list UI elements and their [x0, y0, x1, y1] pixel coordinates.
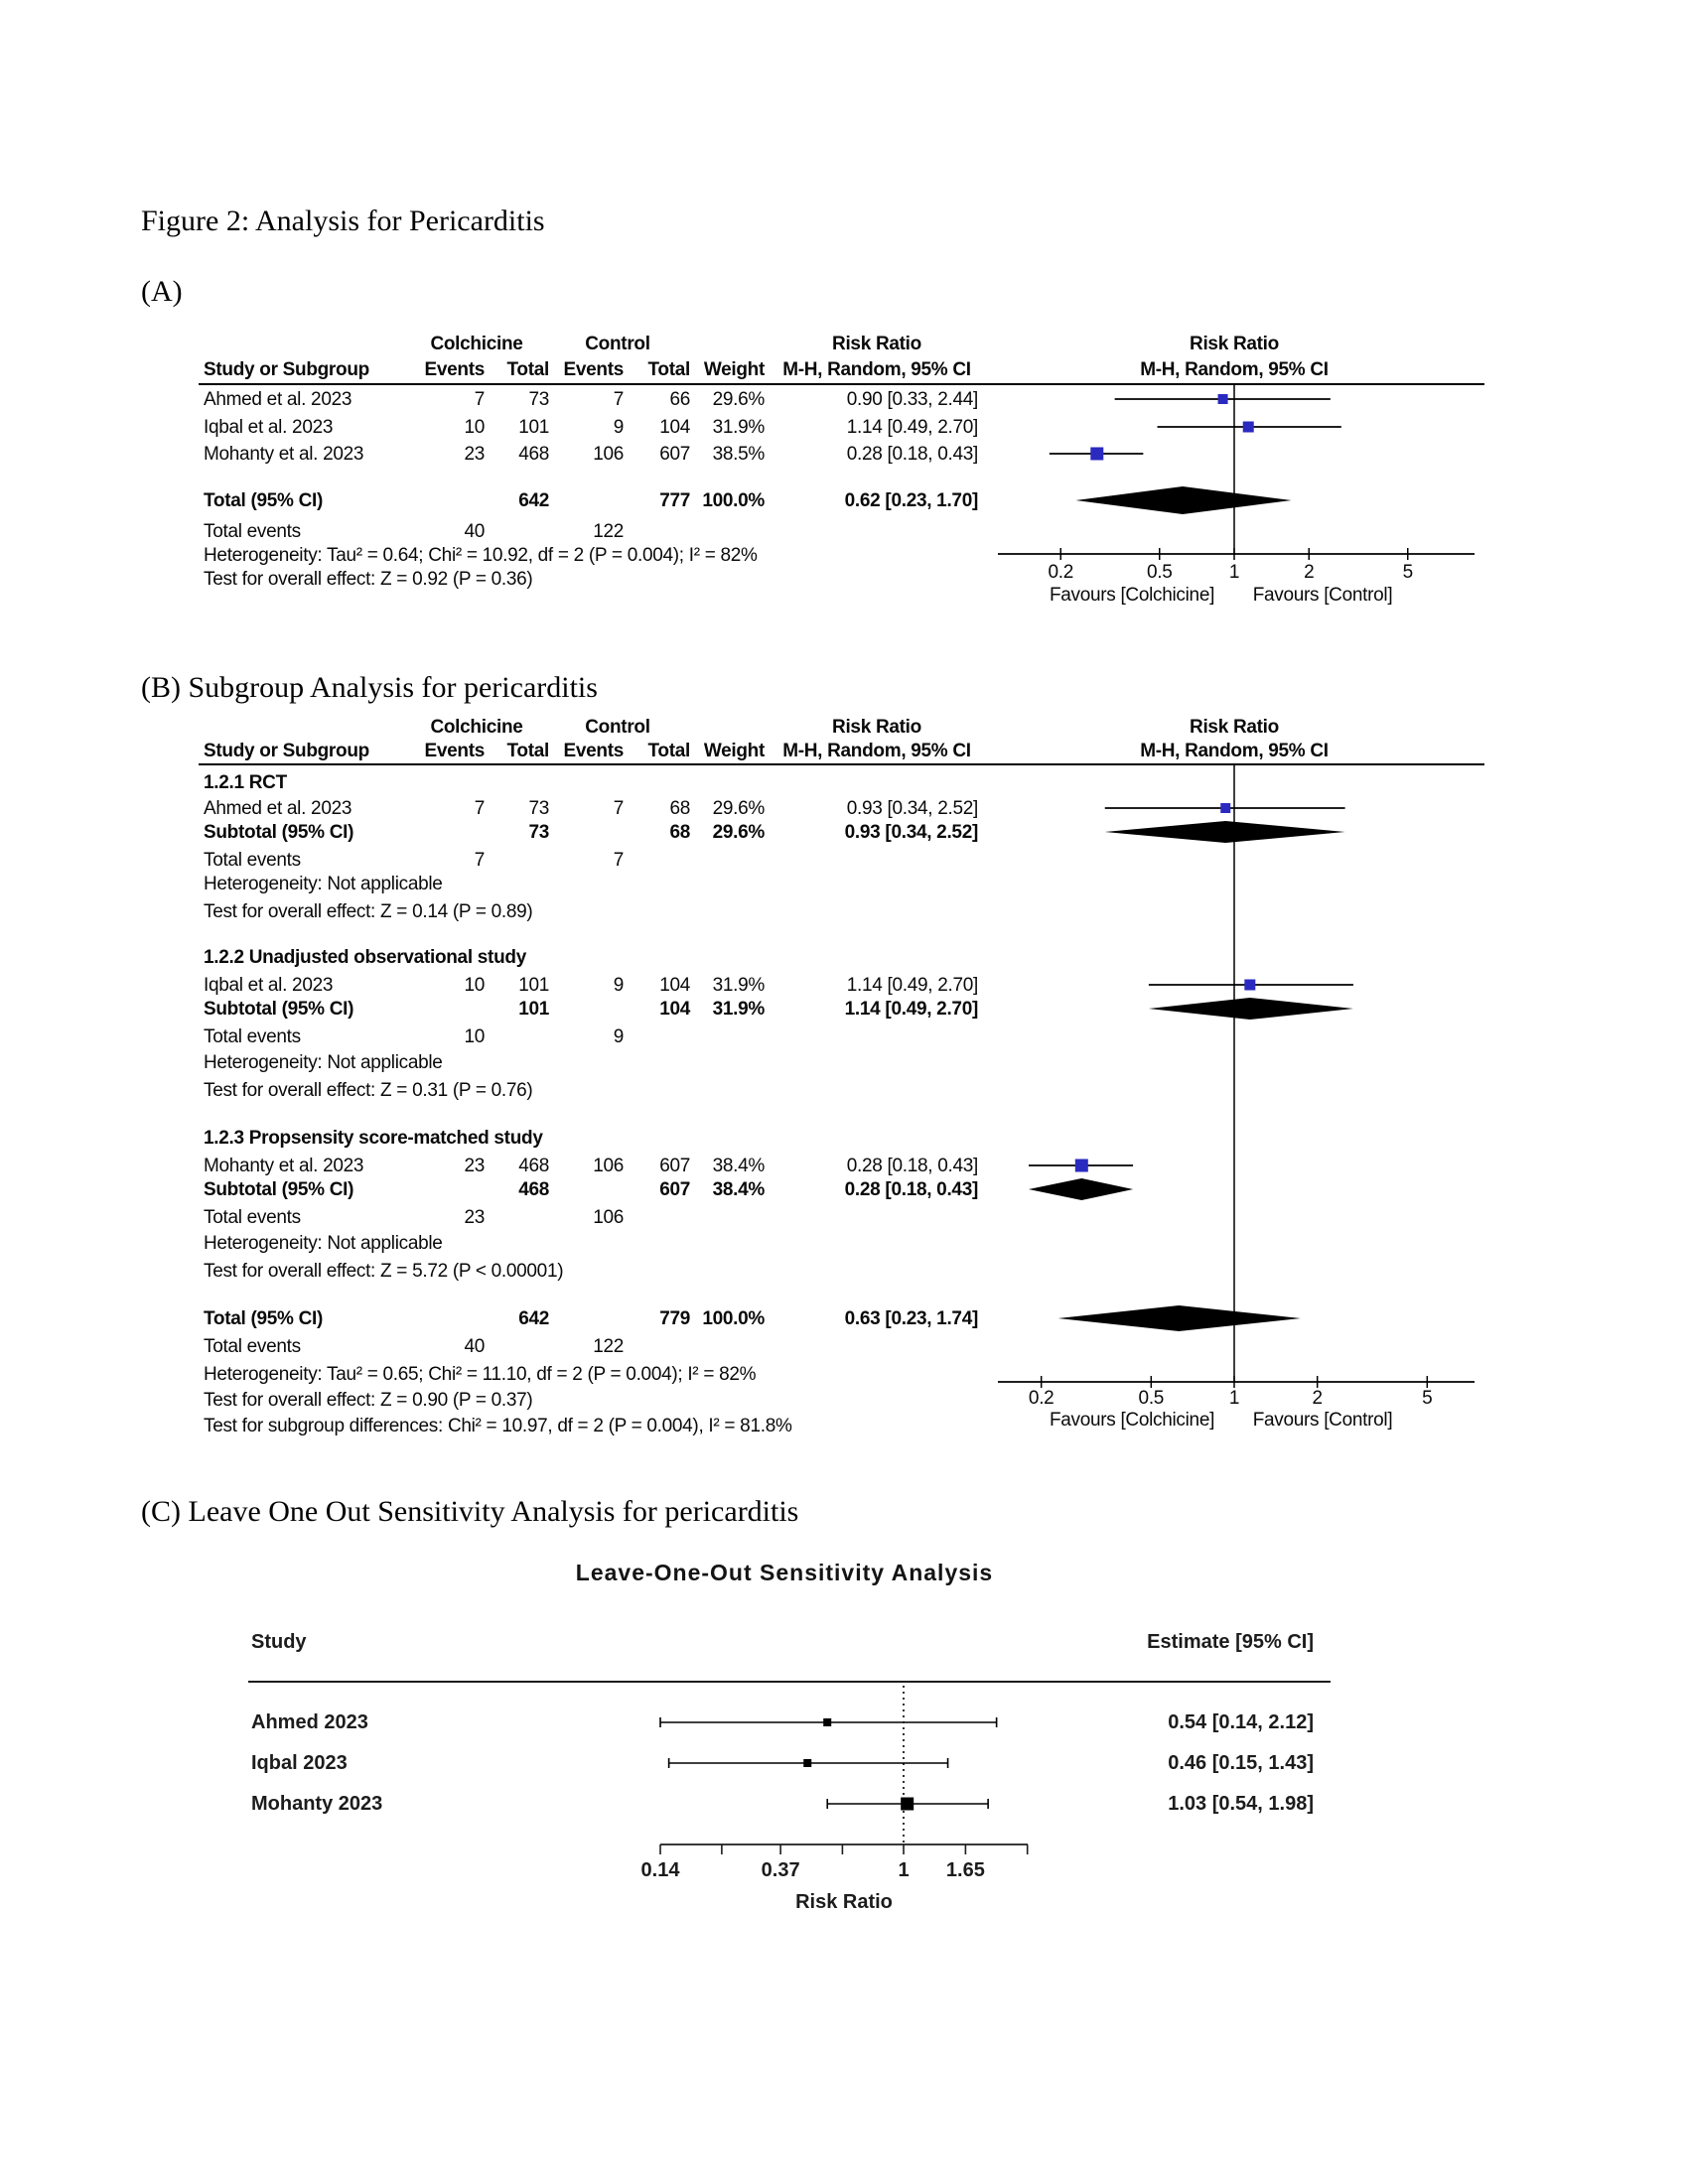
panel-a-events2-value: 7	[613, 389, 624, 410]
panel-b-subtotal-label: Subtotal (95% CI)	[204, 999, 354, 1020]
panel-b-subgroup-heading: 1.2.1 RCT	[204, 772, 287, 793]
figure-caption: Figure 2: Analysis for Pericarditis	[141, 205, 545, 237]
panel-a-total-label: Total (95% CI)	[204, 490, 324, 511]
panel-a-study-col-header: Study or Subgroup	[204, 359, 369, 380]
panel-b-total1-value: 73	[528, 798, 549, 819]
panel-b-total-diamond	[1058, 1305, 1301, 1331]
panel-c-effect-square-marker	[803, 1759, 811, 1767]
panel-a-total-events1: 40	[464, 521, 485, 542]
panel-b-study-col-header: Study or Subgroup	[204, 741, 369, 761]
panel-b-total-events2: 122	[593, 1336, 624, 1357]
panel-a-ci-text: 0.90 [0.33, 2.44]	[846, 389, 978, 410]
panel-b-events2-col-header: Events	[563, 741, 624, 761]
panel-b-x-axis-tick-label: 2	[1312, 1388, 1323, 1409]
panel-b-group1-header: Colchicine	[430, 717, 523, 738]
panel-a-study-name: Iqbal et al. 2023	[204, 417, 334, 438]
panel-b-label: (B) Subgroup Analysis for pericarditis	[141, 671, 598, 704]
panel-c-estimate-text: 0.54 [0.14, 2.12]	[1168, 1711, 1314, 1733]
panel-b-weight-col-header: Weight	[703, 741, 765, 761]
panel-a-effect-square-marker	[1218, 394, 1228, 404]
panel-b-heterogeneity-note: Heterogeneity: Not applicable	[204, 1052, 443, 1073]
panel-a-favours-right-label: Favours [Control]	[1252, 585, 1393, 606]
panel-c-x-axis-tick-label: 0.37	[761, 1859, 800, 1881]
panel-b-overall-effect-note: Test for overall effect: Z = 0.14 (P = 0.89)	[204, 901, 533, 922]
panel-a-events1-col-header: Events	[424, 359, 485, 380]
panel-b-events2-value: 9	[613, 975, 624, 996]
panel-b-ci-text: 0.28 [0.18, 0.43]	[846, 1156, 978, 1176]
panel-a-study-name: Mohanty et al. 2023	[204, 444, 364, 465]
panel-c-label: (C) Leave One Out Sensitivity Analysis for pericarditis	[141, 1495, 799, 1528]
panel-b-total-events-label: Total events	[204, 1026, 301, 1047]
panel-b-overall-effect-note: Test for overall effect: Z = 0.90 (P = 0.37)	[204, 1390, 533, 1411]
panel-b-events1-col-header: Events	[424, 741, 485, 761]
panel-b-study-name: Ahmed et al. 2023	[204, 798, 352, 819]
panel-b-x-axis-tick-label: 5	[1422, 1388, 1433, 1409]
panel-b-subtotal-ci-text: 0.93 [0.34, 2.52]	[844, 822, 978, 843]
panel-b-total-events-label: Total events	[204, 1336, 301, 1357]
panel-b-ci-text: 1.14 [0.49, 2.70]	[846, 975, 978, 996]
panel-b-study-name: Mohanty et al. 2023	[204, 1156, 364, 1176]
panel-c-x-axis-tick-label: 0.14	[640, 1859, 680, 1881]
panel-a-total-weight: 100.0%	[702, 490, 765, 511]
panel-a-x-axis-tick-label: 0.2	[1048, 562, 1074, 583]
panel-b-ci-text: 0.93 [0.34, 2.52]	[846, 798, 978, 819]
panel-a-group1-header: Colchicine	[430, 334, 523, 354]
panel-b-weight-value: 31.9%	[712, 975, 765, 996]
panel-c-x-axis-tick-label: 1.65	[945, 1859, 985, 1881]
panel-b-subgroup-heading: 1.2.3 Propsensity score-matched study	[204, 1128, 543, 1149]
panel-b-subtotal-label: Subtotal (95% CI)	[204, 822, 354, 843]
panel-b-events1-value: 23	[464, 1156, 485, 1176]
panel-a-total2-value: 66	[669, 389, 690, 410]
panel-a-events2-value: 9	[613, 417, 624, 438]
panel-b-total-ci-text: 0.63 [0.23, 1.74]	[844, 1308, 978, 1329]
panel-b-subtotal-total2: 607	[659, 1179, 690, 1200]
panel-b-plot-effect-title: Risk Ratio	[1190, 717, 1279, 738]
panel-b-effect-square-marker	[1075, 1160, 1088, 1172]
panel-a-events1-value: 10	[464, 417, 485, 438]
panel-b-events2-value: 106	[593, 1156, 624, 1176]
panel-c-effect-square-marker	[823, 1718, 831, 1726]
panel-b-total-events-label: Total events	[204, 850, 301, 871]
panel-b-subtotal-total2: 104	[659, 999, 690, 1020]
panel-b-effect-title: Risk Ratio	[832, 717, 921, 738]
panel-b-group2-header: Control	[585, 717, 650, 738]
panel-a-label: (A)	[141, 275, 183, 308]
panel-b-total2-value: 607	[659, 1156, 690, 1176]
panel-b-total1-value: 468	[518, 1156, 549, 1176]
panel-b-weight-value: 29.6%	[712, 798, 765, 819]
panel-a-plot-effect-method: M-H, Random, 95% CI	[1140, 359, 1329, 380]
panel-b-overall-effect-note: Test for overall effect: Z = 0.31 (P = 0.76)	[204, 1080, 533, 1101]
panel-b-total1-col-header: Total	[506, 741, 549, 761]
panel-a-weight-col-header: Weight	[703, 359, 765, 380]
panel-b-subtotal-diamond	[1105, 821, 1345, 843]
panel-a-events2-col-header: Events	[563, 359, 624, 380]
panel-b-total-weight: 100.0%	[702, 1308, 765, 1329]
panel-a-effect-method: M-H, Random, 95% CI	[782, 359, 971, 380]
panel-b-overall-effect-note: Test for overall effect: Z = 5.72 (P < 0.00001)	[204, 1261, 564, 1282]
panel-a-x-axis-tick-label: 5	[1402, 562, 1413, 583]
panel-b-favours-right-label: Favours [Control]	[1252, 1410, 1393, 1431]
panel-a-favours-left-label: Favours [Colchicine]	[1049, 585, 1215, 606]
panel-b-subtotal-label: Subtotal (95% CI)	[204, 1179, 354, 1200]
panel-b-subtotal-diamond	[1029, 1178, 1133, 1200]
panel-b-subtotal-weight: 31.9%	[712, 999, 765, 1020]
panel-c-chart-title: Leave-One-Out Sensitivity Analysis	[575, 1560, 994, 1585]
panel-b-x-axis-tick-label: 0.5	[1138, 1388, 1165, 1409]
panel-b-subgroup-differences-note: Test for subgroup differences: Chi² = 10.97, df = 2 (P = 0.004), I² = 81.8%	[204, 1416, 792, 1436]
panel-c-x-axis-title: Risk Ratio	[795, 1891, 893, 1913]
panel-b-subtotal-total2: 68	[669, 822, 690, 843]
panel-a-ci-text: 0.28 [0.18, 0.43]	[846, 444, 978, 465]
panel-b-subgroup-heading: 1.2.2 Unadjusted observational study	[204, 947, 526, 968]
panel-a-total1-value: 73	[528, 389, 549, 410]
panel-c-x-axis-tick-label: 1	[898, 1859, 910, 1881]
panel-c-estimate-col-header: Estimate [95% CI]	[1147, 1631, 1314, 1653]
panel-a-total1-value: 101	[518, 417, 549, 438]
panel-b-total-events1: 23	[464, 1207, 485, 1228]
panel-a-weight-value: 31.9%	[712, 417, 765, 438]
panel-a-events2-value: 106	[593, 444, 624, 465]
panel-b-heterogeneity-note: Heterogeneity: Tau² = 0.65; Chi² = 11.10, df = 2 (P = 0.004); I² = 82%	[204, 1364, 757, 1385]
panel-b-subtotal-weight: 29.6%	[712, 822, 765, 843]
panel-a-effect-title: Risk Ratio	[832, 334, 921, 354]
panel-b-total-events1: 7	[474, 850, 485, 871]
panel-c-study-name: Iqbal 2023	[251, 1752, 348, 1774]
panel-a-weight-value: 29.6%	[712, 389, 765, 410]
panel-a-effect-square-marker	[1090, 448, 1103, 461]
panel-b-subtotal-weight: 38.4%	[712, 1179, 765, 1200]
panel-b-heterogeneity-note: Heterogeneity: Not applicable	[204, 1233, 443, 1254]
panel-b-x-axis-tick-label: 1	[1228, 1388, 1240, 1409]
panel-a-total-total2: 777	[659, 490, 690, 511]
panel-b-favours-left-label: Favours [Colchicine]	[1049, 1410, 1215, 1431]
panel-b-subtotal-ci-text: 0.28 [0.18, 0.43]	[844, 1179, 978, 1200]
panel-a-total-diamond	[1075, 486, 1291, 514]
panel-c-study-name: Mohanty 2023	[251, 1793, 383, 1815]
panel-a-heterogeneity-note: Heterogeneity: Tau² = 0.64; Chi² = 10.92, df = 2 (P = 0.004); I² = 82%	[204, 545, 758, 566]
panel-b-effect-method: M-H, Random, 95% CI	[782, 741, 971, 761]
panel-b-events1-value: 7	[474, 798, 485, 819]
panel-a-events1-value: 23	[464, 444, 485, 465]
panel-b-total-events2: 9	[613, 1026, 624, 1047]
panel-a-total1-value: 468	[518, 444, 549, 465]
panel-a-plot-effect-title: Risk Ratio	[1190, 334, 1279, 354]
panel-b-weight-value: 38.4%	[712, 1156, 765, 1176]
panel-a-total-ci-text: 0.62 [0.23, 1.70]	[844, 490, 978, 511]
panel-b-total-total1: 642	[518, 1308, 549, 1329]
panel-b-x-axis-tick-label: 0.2	[1028, 1388, 1055, 1409]
panel-c-effect-square-marker	[901, 1798, 914, 1811]
panel-a-x-axis-tick-label: 2	[1304, 562, 1315, 583]
panel-c-estimate-text: 1.03 [0.54, 1.98]	[1168, 1793, 1314, 1815]
panel-b-total-total2: 779	[659, 1308, 690, 1329]
panel-b-total-events1: 40	[464, 1336, 485, 1357]
panel-b-plot-effect-method: M-H, Random, 95% CI	[1140, 741, 1329, 761]
panel-a-total-total1: 642	[518, 490, 549, 511]
panel-b-total-events2: 7	[613, 850, 624, 871]
panel-a-total1-col-header: Total	[506, 359, 549, 380]
panel-a-events1-value: 7	[474, 389, 485, 410]
panel-b-total-events1: 10	[464, 1026, 485, 1047]
panel-a-weight-value: 38.5%	[712, 444, 765, 465]
panel-b-subtotal-ci-text: 1.14 [0.49, 2.70]	[844, 999, 978, 1020]
panel-a-effect-square-marker	[1243, 422, 1254, 433]
panel-b-total-label: Total (95% CI)	[204, 1308, 324, 1329]
panel-b-subtotal-diamond	[1149, 998, 1353, 1020]
panel-b-subtotal-total1: 73	[528, 822, 549, 843]
panel-a-x-axis-tick-label: 0.5	[1146, 562, 1173, 583]
panel-a-total-events-label: Total events	[204, 521, 301, 542]
panel-a-study-name: Ahmed et al. 2023	[204, 389, 352, 410]
panel-b-total2-col-header: Total	[647, 741, 690, 761]
panel-c-estimate-text: 0.46 [0.15, 1.43]	[1168, 1752, 1314, 1774]
panel-a-ci-text: 1.14 [0.49, 2.70]	[846, 417, 978, 438]
panel-b-study-name: Iqbal et al. 2023	[204, 975, 334, 996]
panel-b-total2-value: 104	[659, 975, 690, 996]
panel-b-subtotal-total1: 101	[518, 999, 549, 1020]
panel-b-total1-value: 101	[518, 975, 549, 996]
panel-a-total2-col-header: Total	[647, 359, 690, 380]
panel-b-total-events2: 106	[593, 1207, 624, 1228]
panel-b-events1-value: 10	[464, 975, 485, 996]
panel-a-group2-header: Control	[585, 334, 650, 354]
panel-b-total-events-label: Total events	[204, 1207, 301, 1228]
panel-b-total2-value: 68	[669, 798, 690, 819]
panel-c-study-name: Ahmed 2023	[251, 1711, 368, 1733]
panel-a-total2-value: 607	[659, 444, 690, 465]
panel-b-events2-value: 7	[613, 798, 624, 819]
panel-a-x-axis-tick-label: 1	[1228, 562, 1240, 583]
panel-b-subtotal-total1: 468	[518, 1179, 549, 1200]
panel-b-heterogeneity-note: Heterogeneity: Not applicable	[204, 874, 443, 894]
panel-c-study-col-header: Study	[251, 1631, 307, 1653]
panel-b-effect-square-marker	[1220, 803, 1230, 813]
panel-b-effect-square-marker	[1244, 980, 1255, 991]
panel-a-overall-effect-note: Test for overall effect: Z = 0.92 (P = 0.36)	[204, 569, 533, 590]
panel-a-total2-value: 104	[659, 417, 690, 438]
panel-a-total-events2: 122	[593, 521, 624, 542]
